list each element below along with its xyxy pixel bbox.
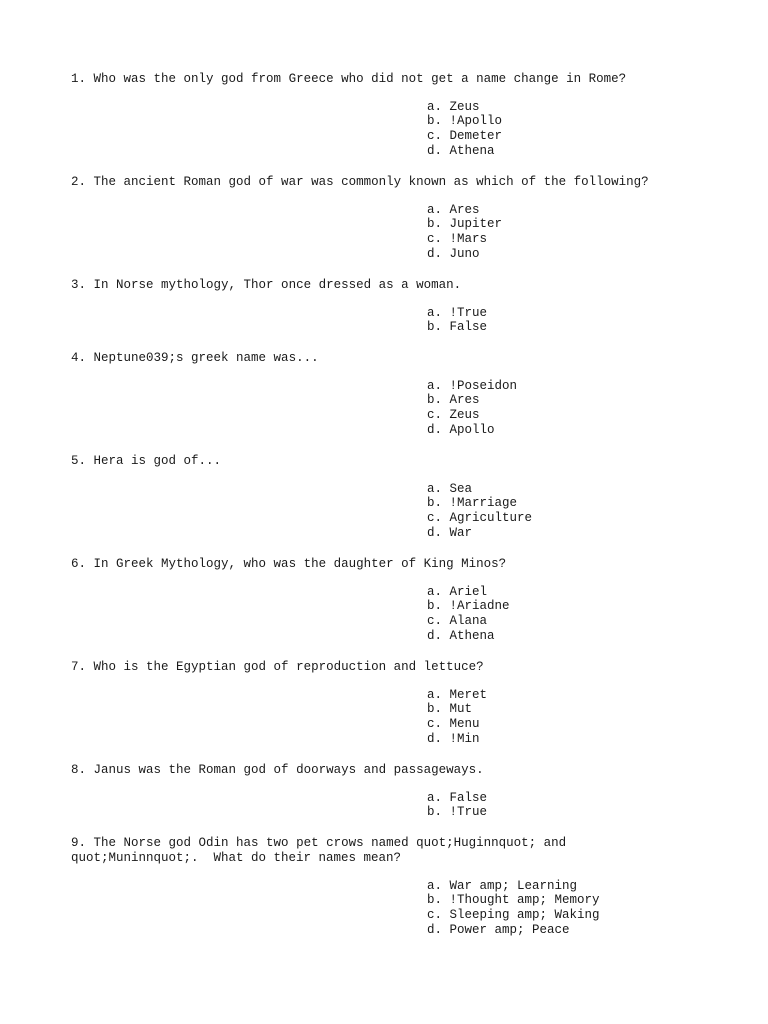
answer-option: c. Menu [427, 717, 480, 732]
question-number: 9. [71, 836, 87, 850]
answer-option: b. !Apollo [427, 114, 503, 129]
answer-option: b. Jupiter [427, 217, 503, 232]
answer-option: b. !Ariadne [427, 599, 510, 614]
answer-options [427, 879, 721, 938]
answer-option: a. Ares [427, 202, 480, 217]
question-number: 3. [71, 278, 87, 292]
answer-option: a. Sea [427, 481, 473, 496]
answer-option: c. Zeus [427, 408, 480, 423]
answer-option: c. Alana [427, 614, 488, 629]
question-6 [71, 557, 721, 656]
answer-option: a. False [427, 790, 488, 805]
question-prompt: Who was the only god from Greece who did not get a name change in Rome? [93, 72, 627, 86]
question-prompt: In Norse mythology, Thor once dressed as a woman. [93, 278, 462, 292]
answer-option: b. Mut [427, 702, 473, 717]
answer-options [427, 379, 721, 438]
answer-option: d. Apollo [427, 422, 495, 437]
question-4 [71, 351, 721, 450]
answer-option: a. Ariel [427, 584, 488, 599]
question-text [71, 72, 721, 87]
question-prompt: The ancient Roman god of war was commonly known as which of the following? [93, 175, 649, 189]
question-text [71, 557, 721, 572]
question-text [71, 836, 721, 851]
question-text [71, 351, 721, 366]
answer-option: c. !Mars [427, 232, 488, 247]
answer-option: d. Athena [427, 143, 495, 158]
question-prompt: Hera is god of... [93, 454, 222, 468]
answer-option: d. Athena [427, 628, 495, 643]
question-prompt: In Greek Mythology, who was the daughter of King Minos? [93, 557, 507, 571]
question-7 [71, 660, 721, 759]
question-number: 7. [71, 660, 87, 674]
answer-option: d. War [427, 525, 473, 540]
answer-option: c. Agriculture [427, 511, 533, 526]
question-number: 8. [71, 763, 87, 777]
question-prompt: Who is the Egyptian god of reproduction and lettuce? [93, 660, 484, 674]
answer-option: d. Juno [427, 246, 480, 261]
answer-option: a. Zeus [427, 99, 480, 114]
answer-options [427, 100, 721, 159]
question-text [71, 660, 721, 675]
answer-option: d. !Min [427, 731, 480, 746]
question-number: 1. [71, 72, 87, 86]
answer-option: b. !True [427, 805, 488, 820]
answer-options [427, 203, 721, 262]
answer-option: c. Sleeping amp; Waking [427, 908, 600, 923]
question-5 [71, 454, 721, 553]
question-text [71, 763, 721, 778]
question-9 [71, 836, 721, 950]
answer-option: a. Meret [427, 687, 488, 702]
answer-options [427, 791, 721, 821]
question-text [71, 175, 721, 190]
answer-option: a. War amp; Learning [427, 878, 578, 893]
answer-option: d. Power amp; Peace [427, 922, 570, 937]
answer-option: b. !Marriage [427, 496, 518, 511]
question-prompt: The Norse god Odin has two pet crows named quot;Huginnquot; and [93, 836, 567, 850]
answer-option: b. !Thought amp; Memory [427, 893, 600, 908]
question-2 [71, 175, 721, 274]
question-prompt-continued: quot;Muninnquot;. What do their names mean? [71, 851, 402, 865]
question-prompt: Janus was the Roman god of doorways and passageways. [93, 763, 484, 777]
question-1 [71, 72, 721, 171]
answer-options [427, 688, 721, 747]
question-8 [71, 763, 721, 833]
question-number: 6. [71, 557, 87, 571]
question-number: 4. [71, 351, 87, 365]
answer-option: b. False [427, 320, 488, 335]
question-text [71, 454, 721, 469]
question-text [71, 278, 721, 293]
question-number: 5. [71, 454, 87, 468]
answer-option: c. Demeter [427, 129, 503, 144]
answer-options [427, 306, 721, 336]
answer-option: a. !True [427, 305, 488, 320]
answer-options [427, 482, 721, 541]
answer-option: b. Ares [427, 393, 480, 408]
question-3 [71, 278, 721, 348]
answer-option: a. !Poseidon [427, 378, 518, 393]
question-number: 2. [71, 175, 87, 189]
question-prompt: Neptune039;s greek name was... [93, 351, 319, 365]
answer-options [427, 585, 721, 644]
